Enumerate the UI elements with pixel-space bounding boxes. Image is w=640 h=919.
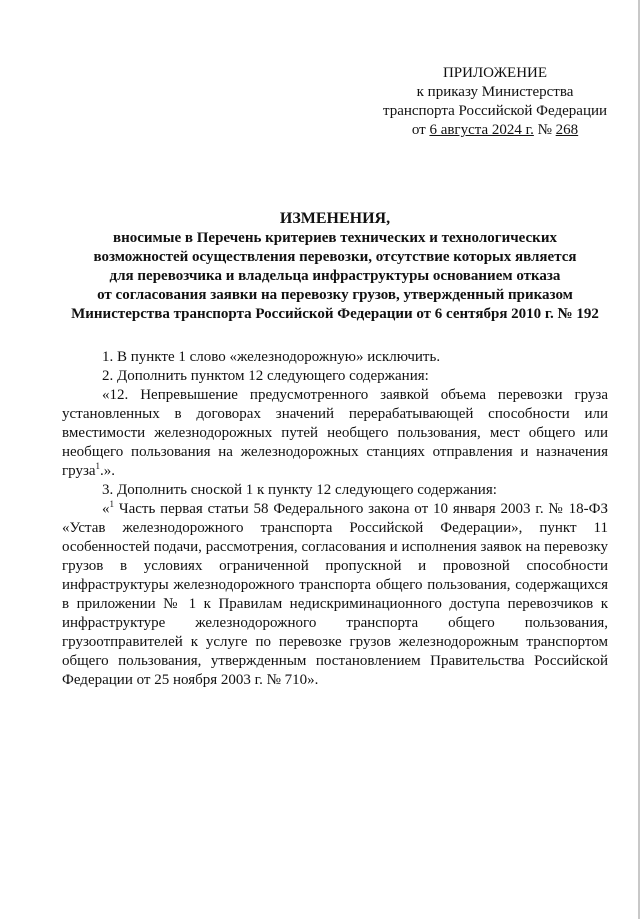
- date-prefix: от: [411, 122, 430, 138]
- item-1: 1. В пункте 1 слово «железнодорожную» исключить.: [102, 349, 441, 365]
- footnote-ref: 1: [95, 461, 101, 471]
- appendix-header: [370, 64, 620, 140]
- title-line-4: от согласования заявки на перевозку грузов, утвержденный приказом: [97, 287, 573, 303]
- item-3-open-quote: «: [102, 501, 110, 517]
- order-number: 268: [555, 122, 579, 138]
- item-2-quote: [62, 386, 608, 481]
- item-3-quote: [62, 500, 608, 690]
- item-2-quote-end: .».: [100, 463, 116, 479]
- title-line-1: вносимые в Перечень критериев технических и технологических: [113, 230, 557, 246]
- document-body: [62, 348, 608, 690]
- document-title-block: [40, 209, 630, 324]
- item-3: 3. Дополнить сноской 1 к пункту 12 следующего содержания:: [102, 482, 497, 498]
- order-date: 6 августа 2024 г.: [429, 122, 534, 138]
- footnote-mark: 1: [109, 499, 114, 509]
- title-line-2: возможностей осуществления перевозки, отсутствие которых является: [93, 249, 577, 265]
- title-line-3: для перевозчика и владельца инфраструктуры основанием отказа: [109, 268, 561, 284]
- item-2-quote-text: «12. Непревышение предусмотренного заявкой объема перевозки груза установленных в договорах значений перерабатывающей способности или вместимости железнодорожных путей необщего пользования, мест общего или необщего пользования на железнодорожных станциях отправления и назначения груза: [62, 387, 608, 479]
- appendix-date-line: [370, 121, 620, 140]
- appendix-ministry-line: транспорта Российской Федерации: [382, 103, 608, 119]
- number-prefix: №: [533, 122, 556, 138]
- appendix-title: ПРИЛОЖЕНИЕ: [442, 65, 548, 81]
- item-3-quote-text: Часть первая статьи 58 Федерального закона от 10 января 2003 г. № 18-ФЗ «Устав железнодорожного транспорта Российской Федерации», пункт 11 особенностей подачи, рассмотрения, согласования и исполнения заявок на перевозку грузов в условиях ограниченной пропускной и провозной способности инфраструктуры железнодорожного транспорта общего пользования, содержащихся в приложении № 1 к Правилам недискриминационного доступа перевозчиков к инфраструктуре железнодорожного транспорта общего пользования, грузоотправителей к услуге по перевозке грузов железнодорожным транспортом общего пользования, утвержденным постановлением Правительства Российской Федерации от 25 ноября 2003 г. № 710».: [62, 501, 608, 688]
- appendix-order-line: к приказу Министерства: [416, 84, 574, 100]
- title-line-5: Министерства транспорта Российской Федерации от 6 сентября 2010 г. № 192: [71, 306, 599, 322]
- item-2: 2. Дополнить пунктом 12 следующего содержания:: [102, 368, 429, 384]
- document-title: ИЗМЕНЕНИЯ,: [279, 210, 391, 227]
